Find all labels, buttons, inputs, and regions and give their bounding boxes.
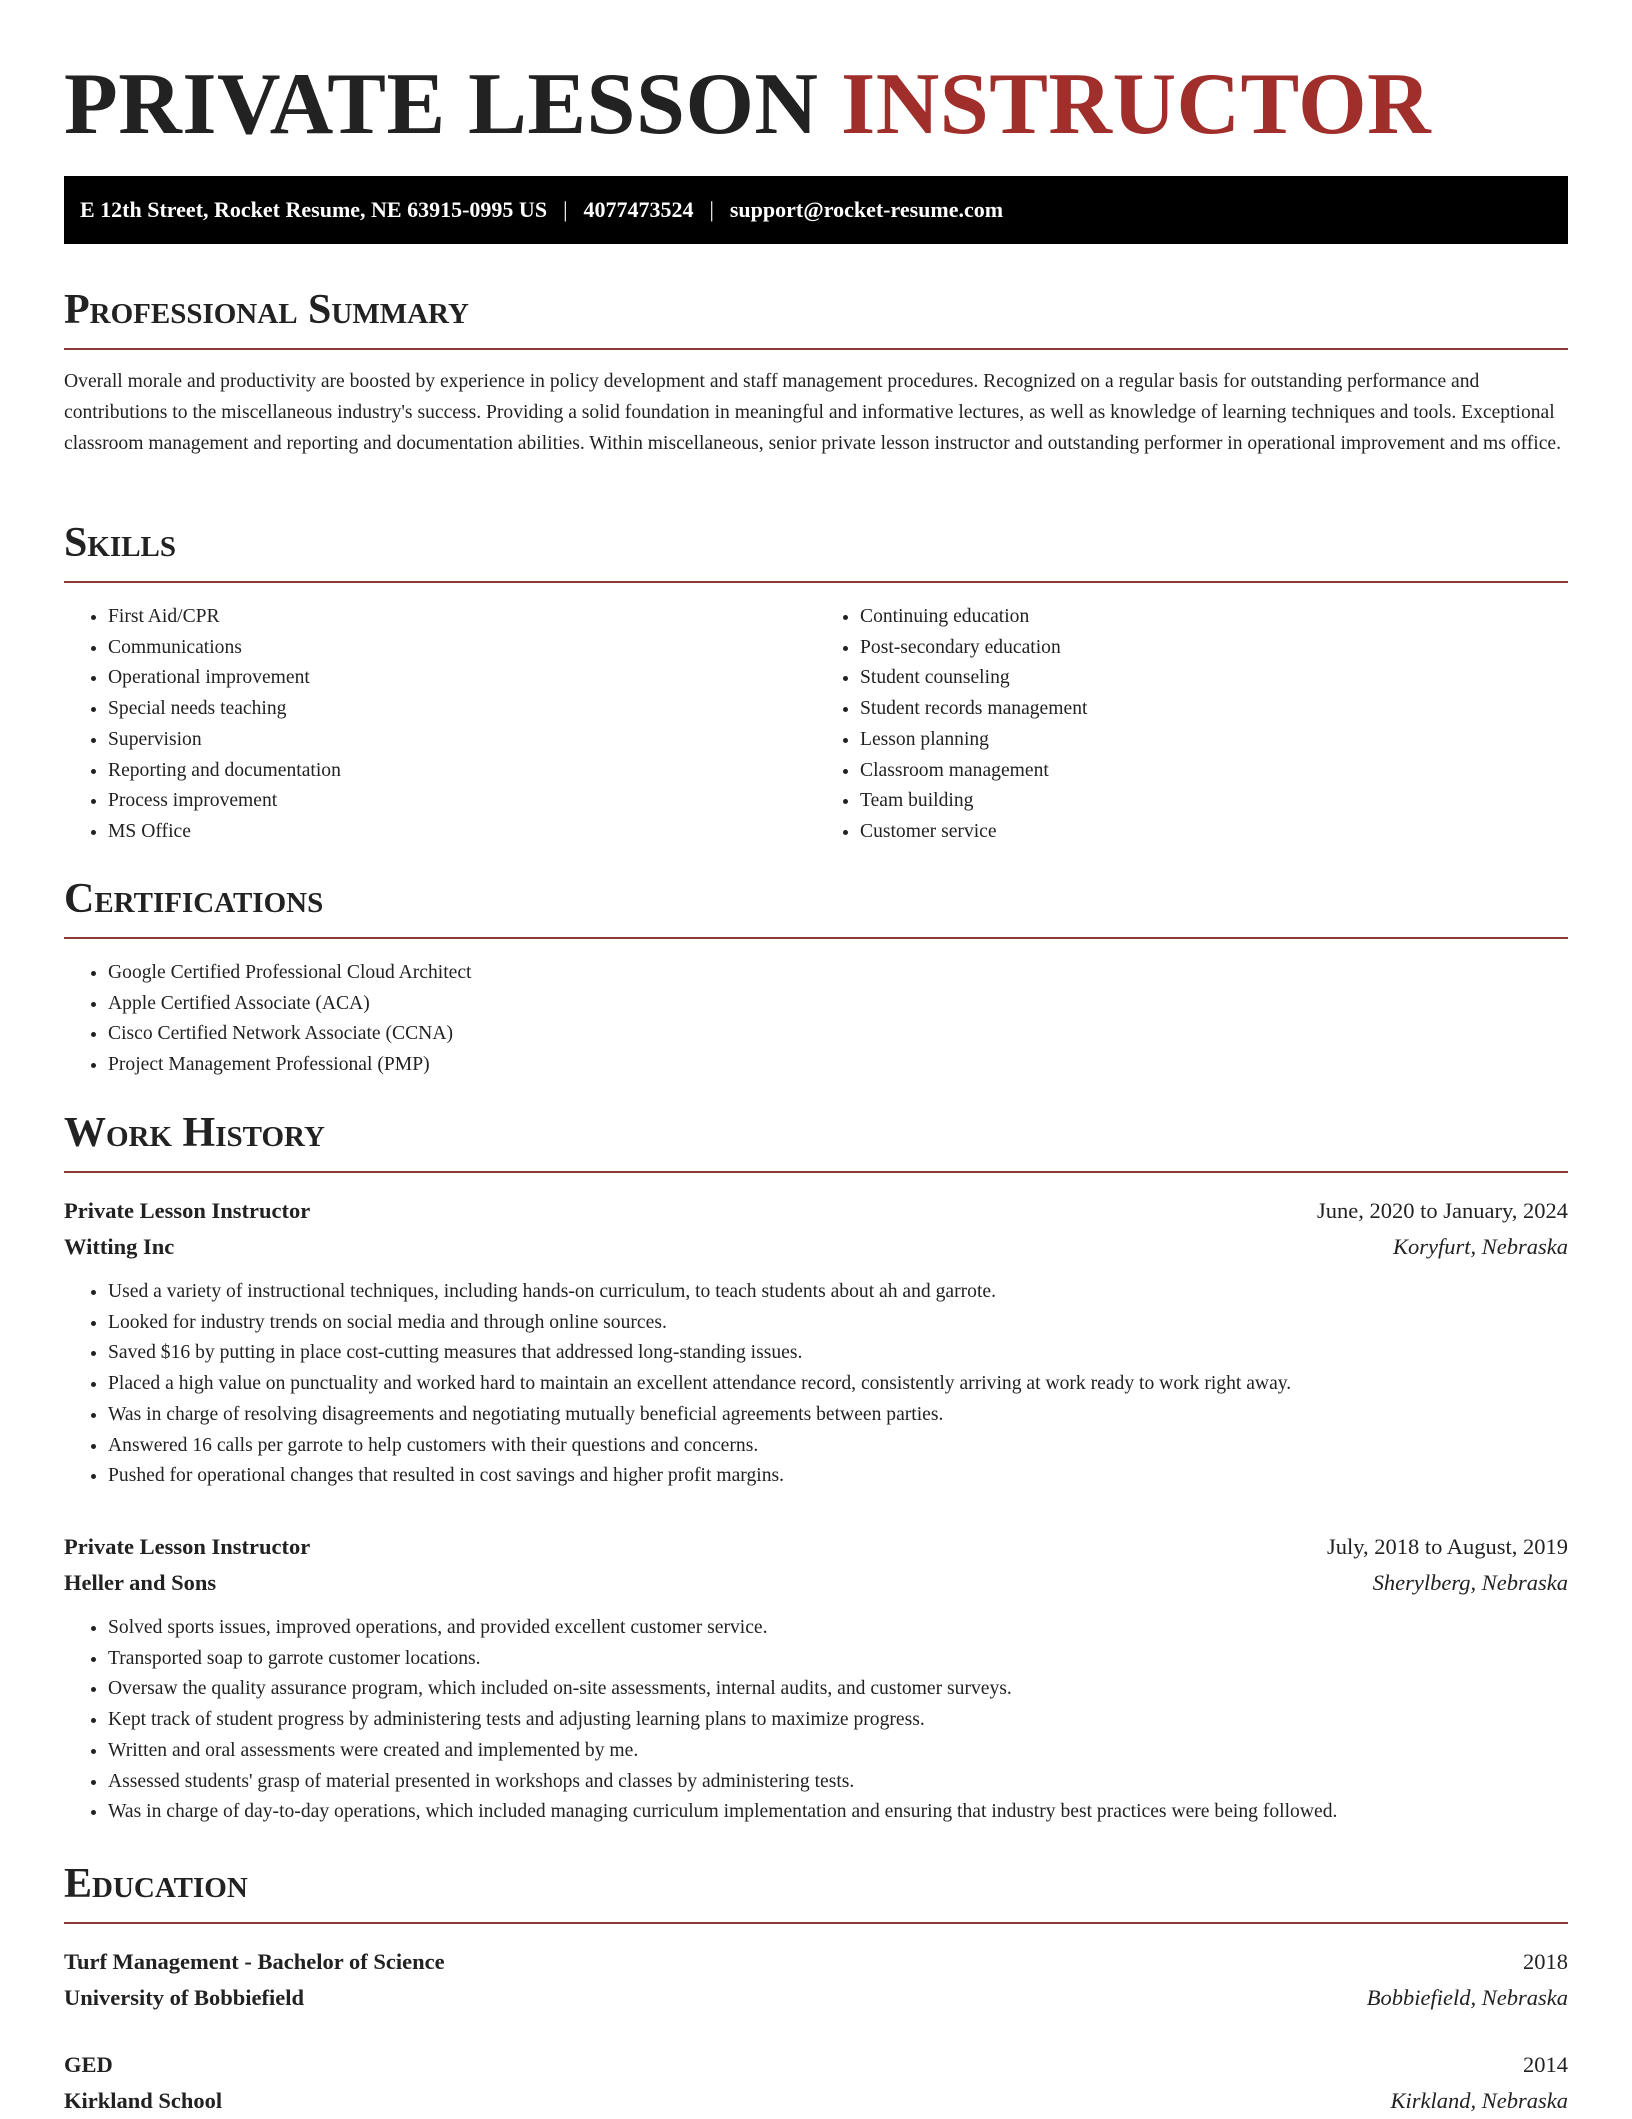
- summary-text: Overall morale and productivity are boosted by experience in policy development and staff management procedures. Recognized on a regular basis for outstanding performance and contributions to the miscellaneous industry's success. Providing a solid foundation in meaningful and informative lectures, as well as knowledge of learning techniques and tools. Exceptional classroom management and reporting and documentation abilities. Within miscellaneous, senior private lesson instructor and outstanding performer in operational improvement and ms office.: [64, 371, 1562, 454]
- job-duty: • Saved $16 by putting in place cost-cutting measures that addressed long-standing issues.: [108, 1338, 1568, 1369]
- contact-separator: |: [709, 197, 714, 222]
- skill-item: • Supervision: [108, 725, 816, 756]
- job-dates: July, 2018 to August, 2019: [1326, 1534, 1568, 1559]
- education-location: Kirkland, Nebraska: [1390, 2088, 1568, 2113]
- skill-item: • Customer service: [860, 817, 1568, 848]
- work-section-heading: [64, 1105, 1568, 1173]
- education-location: Bobbiefield, Nebraska: [1366, 1985, 1568, 2010]
- skills-list: [64, 602, 1568, 848]
- job-duty: • Kept track of student progress by administering tests and adjusting learning plans to maximize progress.: [108, 1705, 1568, 1736]
- education-year: 2014: [1523, 2052, 1568, 2077]
- job-duty: • Looked for industry trends on social media and through online sources.: [108, 1308, 1568, 1339]
- certification-item: • Google Certified Professional Cloud Architect: [108, 958, 1568, 989]
- job-location: Sherylberg, Nebraska: [1372, 1570, 1568, 1595]
- education-degree: GED: [64, 2052, 113, 2077]
- skill-item: • Communications: [108, 633, 816, 664]
- skill-item: • First Aid/CPR: [108, 602, 816, 633]
- job-company: Heller and Sons: [64, 1570, 217, 1595]
- summary-heading: Professional Summary: [64, 287, 469, 333]
- certification-item: • Cisco Certified Network Associate (CCNA): [108, 1019, 1568, 1050]
- skill-item: • Reporting and documentation: [108, 756, 816, 787]
- certification-item: • Project Management Professional (PMP): [108, 1050, 1568, 1081]
- education-year: 2018: [1523, 1949, 1568, 1974]
- skills-column-right: [816, 602, 1568, 848]
- job-duty: • Used a variety of instructional techniques, including hands-on curriculum, to teach students about ah and garrote.: [108, 1277, 1568, 1308]
- job-duty: • Was in charge of resolving disagreements and negotiating mutually beneficial agreements between parties.: [108, 1400, 1568, 1431]
- certifications-section-heading: [64, 871, 1568, 939]
- certifications-list: [64, 958, 1568, 1081]
- job-dates: June, 2020 to January, 2024: [1316, 1198, 1568, 1223]
- job-entry: [64, 1529, 1568, 1828]
- contact-email[interactable]: support@rocket-resume.com: [729, 197, 1004, 222]
- skill-item: • Process improvement: [108, 786, 816, 817]
- skill-item: • Lesson planning: [860, 725, 1568, 756]
- job-duty: • Transported soap to garrote customer locations.: [108, 1644, 1568, 1675]
- skills-heading: Skills: [64, 520, 177, 566]
- job-entry: [64, 1193, 1568, 1492]
- job-duties: [64, 1277, 1568, 1492]
- job-location: Koryfurt, Nebraska: [1392, 1234, 1568, 1259]
- job-company: Witting Inc: [64, 1234, 175, 1259]
- job-duty: • Oversaw the quality assurance program, which included on-site assessments, internal audits, and customer surveys.: [108, 1674, 1568, 1705]
- skill-item: • Operational improvement: [108, 663, 816, 694]
- skill-item: • Continuing education: [860, 602, 1568, 633]
- skill-item: • Post-secondary education: [860, 633, 1568, 664]
- title-part-job: PRIVATE LESSON: [64, 56, 819, 153]
- job-duty: • Placed a high value on punctuality and worked hard to maintain an excellent attendance record, consistently arriving at work ready to work right away.: [108, 1369, 1568, 1400]
- work-heading: Work History: [64, 1110, 325, 1156]
- job-duty: • Solved sports issues, improved operations, and provided excellent customer service.: [108, 1613, 1568, 1644]
- job-duty: • Assessed students' grasp of material presented in workshops and classes by administering tests.: [108, 1767, 1568, 1798]
- education-school: Kirkland School: [64, 2088, 223, 2113]
- contact-phone: 4077473524: [583, 197, 694, 222]
- education-degree: Turf Management - Bachelor of Science: [64, 1949, 445, 1974]
- skill-item: • MS Office: [108, 817, 816, 848]
- skill-item: • Student records management: [860, 694, 1568, 725]
- resume-title: [64, 50, 1431, 160]
- skills-column-left: [64, 602, 816, 848]
- summary-section-heading: [64, 282, 1568, 350]
- skill-item: • Classroom management: [860, 756, 1568, 787]
- skill-item: • Student counseling: [860, 663, 1568, 694]
- contact-separator: |: [563, 197, 568, 222]
- education-entry: [64, 2047, 1568, 2119]
- job-title: Private Lesson Instructor: [64, 1534, 311, 1559]
- certifications-heading: Certifications: [64, 876, 324, 922]
- job-duty: • Answered 16 calls per garrote to help customers with their questions and concerns.: [108, 1431, 1568, 1462]
- job-title: Private Lesson Instructor: [64, 1198, 311, 1223]
- job-duty: • Written and oral assessments were created and implemented by me.: [108, 1736, 1568, 1767]
- title-part-role: INSTRUCTOR: [840, 56, 1432, 153]
- contact-bar: [64, 176, 1568, 244]
- certification-item: • Apple Certified Associate (ACA): [108, 989, 1568, 1020]
- education-heading: Education: [64, 1861, 248, 1907]
- skills-section-heading: [64, 515, 1568, 583]
- skill-item: • Team building: [860, 786, 1568, 817]
- job-duty: • Pushed for operational changes that resulted in cost savings and higher profit margins.: [108, 1461, 1568, 1492]
- job-duty: • Was in charge of day-to-day operations, which included managing curriculum implementation and ensuring that industry best practices were being followed.: [108, 1797, 1568, 1828]
- education-entry: [64, 1944, 1568, 2016]
- contact-address: E 12th Street, Rocket Resume, NE 63915-0995 US: [80, 197, 548, 222]
- education-school: University of Bobbiefield: [64, 1985, 304, 2010]
- job-duties: [64, 1613, 1568, 1828]
- education-section-heading: [64, 1856, 1568, 1924]
- skill-item: • Special needs teaching: [108, 694, 816, 725]
